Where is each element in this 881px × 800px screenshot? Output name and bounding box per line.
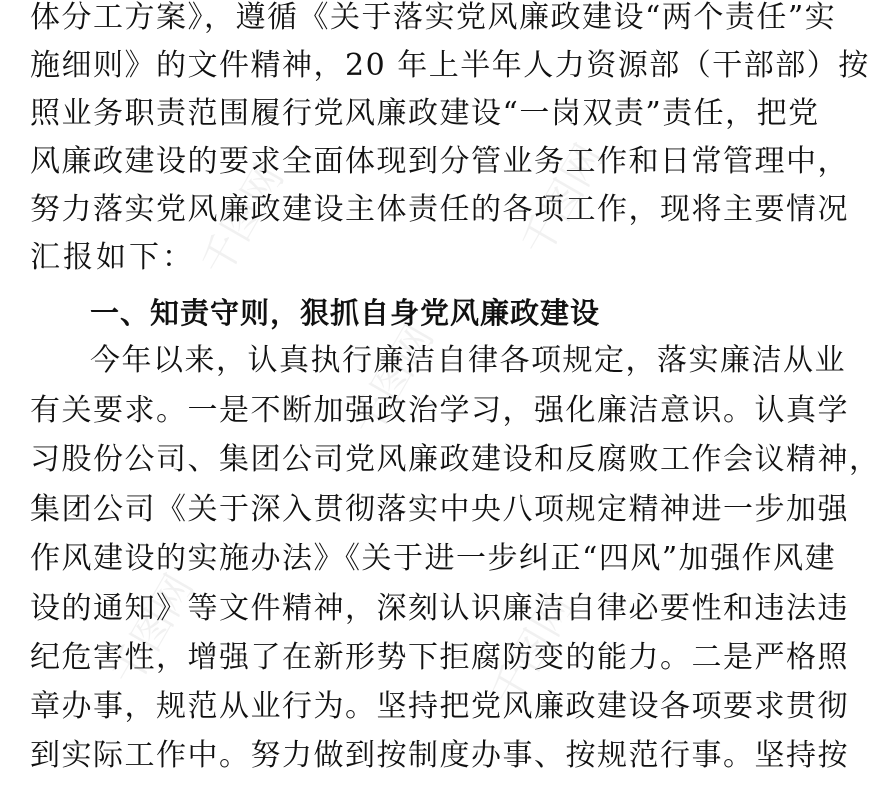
paragraph-line: 作风建设的实施办法》《关于进一步纠正“四风”加强作风建 — [30, 541, 837, 576]
watermark: 千图网 — [513, 136, 613, 264]
paragraph-line: 习股份公司、集团公司党风廉政建设和反腐败工作会议精神， — [30, 442, 881, 477]
paragraph-line: 设的通知》等文件精神，深刻认识廉洁自律必要性和违法违 — [30, 591, 849, 626]
paragraph-line: 努力落实党风廉政建设主体责任的各项工作，现将主要情况 — [30, 192, 849, 227]
paragraph-line: 体分工方案》，遵循《关于落实党风廉政建设“两个责任”实 — [30, 0, 837, 35]
watermark: 千图网 — [103, 566, 203, 694]
watermark: 千图网 — [193, 156, 293, 284]
paragraph-line: 到实际工作中。努力做到按制度办事、按规范行事。坚持按 — [30, 738, 849, 773]
paragraph-line: 今年以来，认真执行廉洁自律各项规定，落实廉洁从业 — [90, 343, 846, 378]
paragraph-line: 风廉政建设的要求全面体现到分管业务工作和日常管理中， — [30, 144, 849, 179]
paragraph-line: 汇报如下： — [30, 240, 195, 275]
paragraph-line: 章办事，规范从业行为。坚持把党风廉政建设各项要求贯彻 — [30, 689, 849, 724]
paragraph-line: 集团公司《关于深入贯彻落实中央八项规定精神进一步加强 — [30, 492, 849, 527]
paragraph-line: 施细则》的文件精神，20 年上半年人力资源部（干部部）按 — [30, 48, 870, 83]
paragraph-line: 有关要求。一是不断加强政治学习，强化廉洁意识。认真学 — [30, 393, 849, 428]
paragraph-line: 照业务职责范围履行党风廉政建设“一岗双责”责任，把党 — [30, 96, 820, 131]
section-heading: 一、知责守则，狠抓自身党风廉政建设 — [90, 296, 601, 330]
watermark: 千图网 — [483, 586, 583, 714]
watermark: 千图网 — [343, 316, 443, 444]
paragraph-line: 纪危害性，增强了在新形势下拒腐防变的能力。二是严格照 — [30, 640, 849, 675]
